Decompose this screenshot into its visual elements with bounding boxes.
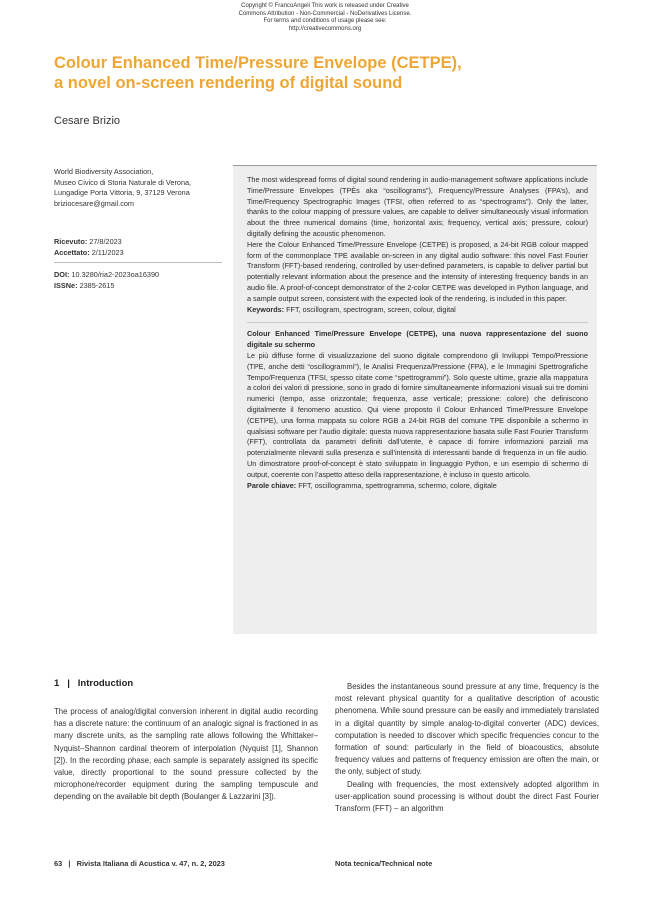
keywords-label: Keywords: [247, 304, 285, 314]
affiliation [54, 167, 224, 209]
title-line-1: Colour Enhanced Time/Pressure Envelope (CETPE), [54, 54, 462, 72]
section-heading: 1 | Introduction [54, 678, 134, 689]
issn-label: ISSNe: [54, 280, 78, 290]
doi-label: DOI: [54, 270, 70, 279]
copyright-link[interactable]: http://creativecommons.org [288, 25, 362, 32]
abstract-en-paragraph: Here the Colour Enhanced Time/Pressure Envelope (CETPE) is proposed, a 24-bit RGB colour mapped form of the commonplace TPE available on-screen in any digital audio software: this novel Fast Fourier Transform (FFT)-based rendering, controlled by user-defined parameters, is capable to deliver partial but potentially relevant information about the presence and the intensity of interesting frequency bands in an audio file. A proof-of-concept demonstrator of the 2-color CETPE was developed in Python language, and a sample output screen, consistent with the expected look of the rendering, is included in this paper. [247, 239, 588, 303]
abstract-it-paragraph: Le più diffuse forme di visualizzazione del suono digitale comprendono gli Inviluppi Tempo/Pressione (TPE, anche detti “oscillogrammi”), le Analisi Frequenza/Pressione (FPA), e le Immagini Spettrografiche Tempo/Frequenza (TFSI, spesso citate come “spettrogrammi”). Solo queste ultime, grazie alla mappatura a colori dei valori di pressione, sono in grado di fornire simultaneamente informazioni visuali sui tre domini numerici (tempo, asse orizzontale; frequenza, asse verticale; pressione: colore) che definiscono digitalmente il fenomeno acustico. Qui viene proposto il Colour Enhanced Time/Pressure Envelope (CETPE), una forma mappata su colore RGB a 24-bit RGB del comune TPE disponibile a schermo in qualsiasi software per l’audio digitale: questa nuova rappresentazione basata sulle Fast Fourier Transform (FFT), controllata da parametri definiti dall’utente, è capace di fornire informazioni parziali ma potenzialmente rilevanti sulla presenza e sull’intensità di interessanti bande di frequenza in un file audio. Un dimostratore proof-of-concept è stato sviluppato in linguaggio Python, e un esempio di schermo di output, coerente con l’aspetto atteso della rappresentazione, è incluso in questo articolo. [247, 350, 588, 479]
doi-value[interactable]: 10.3280/ria2-2023oa16390 [71, 270, 160, 279]
identifiers [54, 270, 159, 291]
author-name: Cesare Brizio [54, 115, 121, 127]
accepted-date [54, 248, 124, 259]
copyright-line: Commons Attribution - Non-Commercial - NoDerivatives License. [238, 10, 412, 17]
keywords-it [247, 481, 588, 492]
footer-section-type: Nota tecnica/Technical note [335, 859, 433, 868]
page-footer [54, 859, 599, 868]
received-date [54, 237, 124, 248]
affiliation-line: Museo Civico di Storia Naturale di Verona, [54, 177, 192, 187]
body-column-right [335, 681, 599, 815]
submission-dates [54, 237, 124, 258]
body-paragraph: Besides the instantaneous sound pressure at any time, frequency is the most relevant physical quantity for a qualitative description of acoustic phenomena. While sound pressure can be easily and immediately translated in a digital quantity by simple analog-to-digital converter (ADC) devices, computation is needed to discover which specific frequencies concur to the formation of sound: particularly in the field of bioacoustics, absolute frequency values and patterns of frequency emission are often the main, or the only, subject of study. [335, 682, 599, 777]
abstract-divider [247, 322, 588, 323]
issn-value: 2385-2615 [79, 280, 115, 290]
body-paragraph: Dealing with frequencies, the most extensively adopted algorithm in user-application sound processing is without doubt the direct Fast Fourier Transform (FFT) – an algorithm [335, 779, 599, 814]
keywords-en [247, 305, 588, 316]
abstract-box [233, 165, 597, 634]
abstract-en-paragraph: The most widespread forms of digital sound rendering in audio-management software applications include Time/Pressure Envelopes (TPÈs aka “oscillograms”), Frequency/Pressure Analyses (FPA’s), and Time/Frequency Spectrographic Images (TFSI, often referred to as “spectrograms”). Only the latter, thanks to the colour mapping of pressure values, are capable to deliver simultaneously visual information about the three numerical domains (time, horizontal axis; frequency, vertical axis; pressure, colour) digitally defining the acoustic phenomenon. [247, 175, 588, 238]
divider [54, 262, 222, 263]
received-label: Ricevuto: [54, 237, 88, 246]
affiliation-line: Lungadige Porta Vittoria, 9, 37129 Verona [54, 188, 190, 197]
keywords-value: FFT, oscillogram, spectrogram, screen, colour, digital [286, 304, 456, 314]
footer-journal: 63 | Rivista Italiana di Acustica v. 47, n. 2, 2023 [54, 859, 225, 868]
abstract-it-title: Colour Enhanced Time/Pressure Envelope (CETPE), una nuova rappresentazione del suono digitale su schermo [247, 329, 588, 350]
title-line-2: a novel on-screen rendering of digital sound [54, 73, 403, 92]
issn [54, 281, 159, 292]
author-email[interactable]: briziocesare@gmail.com [54, 198, 134, 208]
affiliation-line: World Biodiversity Association, [54, 167, 154, 176]
copyright-line: Copyright © FrancoAngeli This work is released under Creative [241, 3, 409, 9]
keywords-value: FFT, oscillogramma, spettrogramma, schermo, colore, digitale [298, 480, 497, 490]
received-value: 27/8/2023 [89, 237, 122, 246]
body-column-left [54, 706, 318, 804]
copyright-notice [0, 3, 650, 33]
accepted-value: 2/11/2023 [91, 247, 124, 257]
copyright-line: For terms and conditions of usage please see: [263, 18, 387, 24]
accepted-label: Accettato: [54, 247, 90, 257]
body-paragraph: The process of analog/digital conversion inherent in digital audio recording has a discrete nature: the continuum of an analogic signal is fractioned in as many discrete units, as the sampling rate allows following the Whittaker–Nyquist–Shannon cardinal theorem of interpolation (Nyquist [1], Shannon [2]). In the recording phase, each sample is separately assigned its specific value, directly proportional to the sound pressure collected by the microphone/recorder equipment during the sampling tempuscule and depending on the available bit depth (Boulanger & Lazzarini [3]). [54, 707, 318, 802]
paper-title [54, 54, 614, 93]
doi [54, 270, 159, 281]
keywords-label: Parole chiave: [247, 480, 297, 490]
